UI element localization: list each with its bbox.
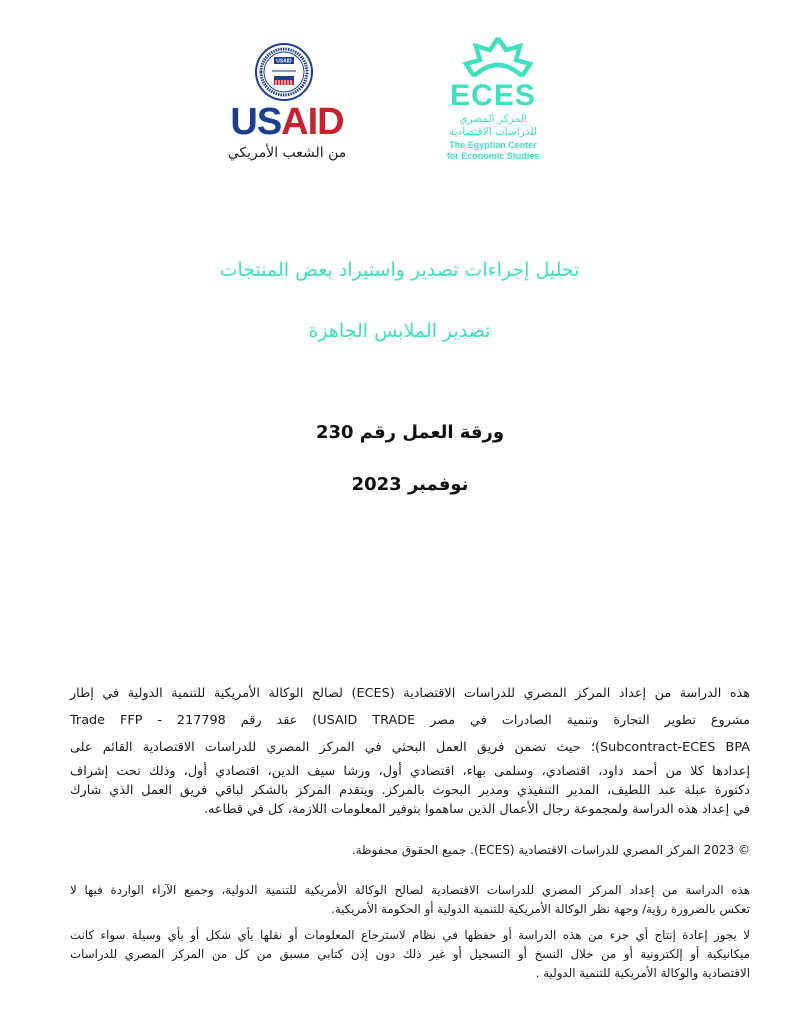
eces-logo [438,36,558,170]
reproduction-notice-paragraph [70,926,750,983]
paragraph-line: هذه الدراسة من إعداد المركز المصري للدراسات الاقتصادية لصالح الوكالة الأمريكية للتنمية الدولية، وجميع الآراء الواردة فيها لا [70,883,750,897]
paragraph-line: لا يجوز إعادة إنتاج أي جزء من هذه الدراسة أو حفظها في نظام لاسترجاع المعلومات أو نقلها بأي شكل أو بأي وسيلة سواء كانت [70,928,750,942]
document-title: تحليل إجراءات تصدير واستيراد بعض المنتجات [219,259,580,281]
disclaimer-paragraph [70,881,750,919]
working-paper-number: ورقة العمل رقم 230 [315,422,505,443]
paragraph-line: في إعداد هذه الدراسة ولمجموعة رجال الأعمال الذين ساهموا بتوفير المعلومات اللازمة، كل في قطاعه. [203,802,750,817]
usaid-wordmark-aid: AID [281,101,344,143]
document-subtitle: تصدير الملابس الجاهزة [308,320,491,342]
paragraph-line: مشروع تطوير التجارة وتنمية الصادرات في مصر USAID TRADE) عقد رقم 217798 - Trade FFP [70,713,750,728]
paragraph-line: الاقتصادية والوكالة الأمريكية للتنمية الدولية . [535,966,750,980]
usaid-seal-icon [254,42,314,102]
eces-english-line2: for Economic Studies [446,151,540,161]
eces-arabic-line2: للدراسات الاقتصادية [448,126,538,138]
paragraph-line: إعدادها كلا من أحمد داود، اقتصادي، وسلمى بهاء، اقتصادي أول، ورشا سيف الدين، اقتصادي أول، وذلك تحت إشراف [70,764,750,779]
paragraph-line: هذه الدراسة من إعداد المركز المصري للدراسات الاقتصادية (ECES) لصالح الوكالة الأمريكية للتنمية الدولية في إطار [70,686,750,701]
eces-arabic-line1: المركز المصري [459,113,527,125]
eces-wordmark: ECES [450,79,536,112]
usaid-wordmark [222,102,352,142]
copyright-notice: © 2023 المركز المصري للدراسات الاقتصادية (ECES). جميع الحقوق محفوظة. [351,843,750,857]
acknowledgement-paragraph [70,680,750,819]
eces-english-line1: The Egyptian Center [449,140,537,150]
usaid-tagline: من الشعب الأمريكي [227,145,347,161]
usaid-logo [222,42,352,168]
paragraph-line: Subcontract-ECES BPA)؛ حيث تضمن فريق العمل البحثي في المركز المصري للدراسات الاقتصادية القائم على [70,740,750,755]
paragraph-line: ميكانيكية أو إلكترونية أو من خلال النسخ أو التسجيل أو غير ذلك دون إذن كتابي مسبق من كل من المركز المصري للدراسات [70,947,750,961]
paragraph-line: دكتورة عبلة عبد اللطيف، المدير التنفيذي ومدير البحوث بالمركز. ويتقدم المركز بالشكر لباقي فريق العمل الذي شارك [70,783,750,798]
publication-date: نوفمبر 2023 [351,474,469,495]
usaid-seal-label: USAID [276,58,292,65]
usaid-wordmark-us: US [230,101,282,143]
paragraph-line: تعكس بالضرورة رؤية/ وجهة نظر الوكالة الأمريكية للتنمية الدولية أو الحكومة الأمريكية. [331,902,750,916]
